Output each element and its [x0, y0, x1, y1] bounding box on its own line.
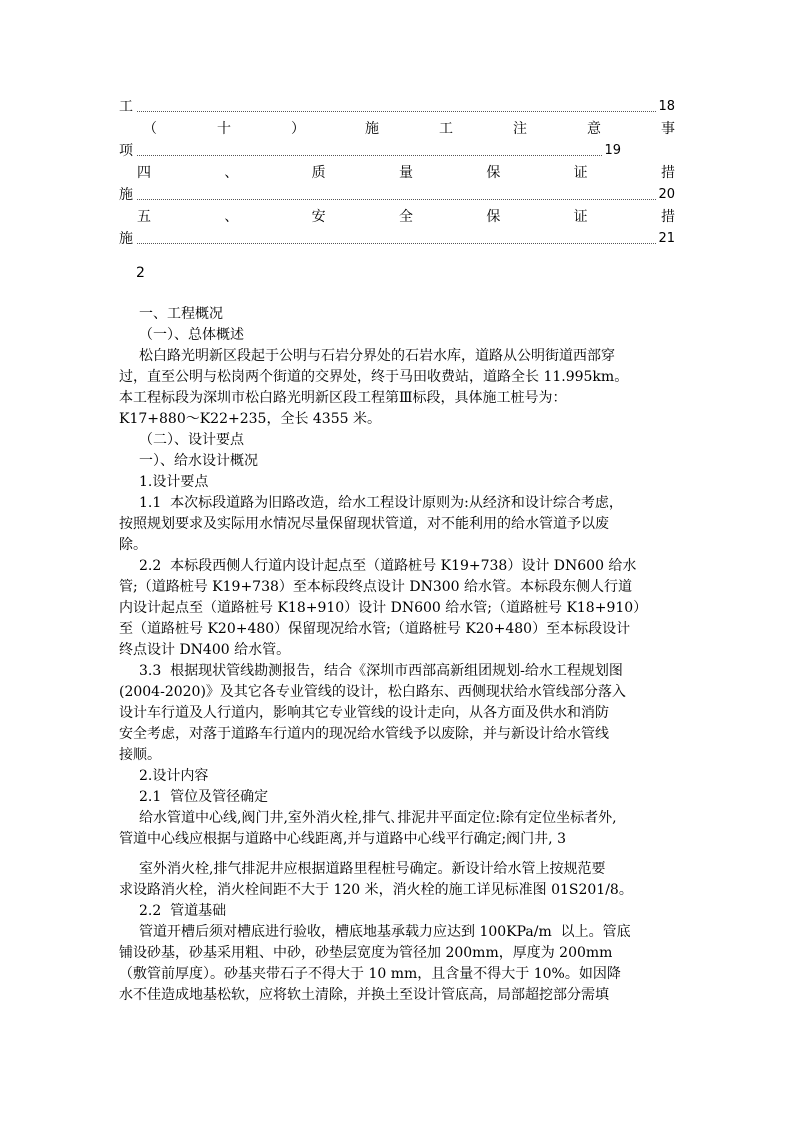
document-body — [119, 304, 679, 850]
toc-entry[interactable] — [119, 184, 675, 206]
toc-char: 措 — [660, 209, 675, 225]
subsection-heading: 2.1 管位及管径确定 — [139, 789, 269, 805]
paragraph-line: 水不佳造成地基松软，应将软土清除，并换土至设计管底高，局部超挖部分需填 — [119, 987, 609, 1003]
toc-page-number: 20 — [658, 187, 675, 202]
toc-char: 工 — [439, 121, 453, 137]
toc-label: 项 — [119, 143, 133, 159]
toc-char: 量 — [398, 165, 413, 181]
toc-char: 事 — [661, 121, 675, 137]
toc-char: 证 — [573, 209, 588, 225]
toc-char: 保 — [486, 165, 501, 181]
toc-char: （ — [143, 121, 157, 137]
paragraph-line: 安全考虑，对落于道路车行道内的现况给水管线予以废除，并与新设计给水管线 — [119, 726, 609, 742]
toc-char: 保 — [486, 209, 501, 225]
toc-leader-dots — [137, 110, 656, 112]
toc-char: 四 — [137, 165, 151, 181]
subsection-heading: （一）、总体概述 — [139, 327, 244, 343]
toc-char: 意 — [587, 121, 601, 137]
paragraph-line: (2004-2020)》及其它各专业管线的设计，松白路东、西侧现状给水管线部分落入 — [119, 684, 626, 700]
toc-label: 施 — [119, 187, 133, 203]
paragraph-line: 管道中心线应根据与道路中心线距离,并与道路中心线平行确定;阀门井, 3 — [119, 831, 566, 847]
toc-page-number: 18 — [658, 99, 675, 114]
toc-label: 工 — [119, 99, 133, 115]
toc-page-number: 19 — [604, 143, 621, 158]
toc-char: 、 — [224, 165, 239, 181]
paragraph-line: 按照规划要求及实际用水情况尽量保留现状管道，对不能利用的给水管道予以废 — [119, 516, 609, 532]
paragraph-line: 3.3 根据现状管线勘测报告，结合《深圳市西部高新组团规划-给水工程规划图 — [139, 663, 623, 679]
paragraph-line: 室外消火栓,排气排泥井应根据道路里程桩号确定。新设计给水管上按规范要 — [139, 861, 606, 877]
toc-char: 施 — [365, 121, 379, 137]
toc-char: 十 — [217, 121, 231, 137]
paragraph-line: 终点设计 DN400 给水管。 — [119, 642, 291, 658]
toc-char: 注 — [513, 121, 527, 137]
paragraph-line: 求设路消火栓，消火栓间距不大于 120 米，消火栓的施工详见标准图 01S201/8。 — [119, 882, 633, 898]
toc-leader-dots — [137, 154, 602, 156]
toc-entry[interactable] — [119, 228, 675, 250]
paragraph-line: 松白路光明新区段起于公明与石岩分界处的石岩水库，道路从公明街道西部穿 — [139, 348, 615, 364]
subsection-heading: 一）、给水设计概况 — [139, 453, 258, 469]
toc-leader-dots — [137, 242, 656, 244]
paragraph-line: 本工程标段为深圳市松白路光明新区段工程第Ⅲ标段，具体施工桩号为： — [119, 390, 567, 406]
subsection-heading: 1.设计要点 — [139, 474, 209, 490]
toc-entry[interactable] — [119, 140, 621, 162]
paragraph-line: 至（道路桩号 K20+480）保留现况给水管;（道路桩号 K20+480）至本标段设计 — [119, 621, 631, 637]
toc-char: 安 — [311, 209, 326, 225]
toc-char: 质 — [311, 165, 326, 181]
paragraph-line: 给水管道中心线,阀门井,室外消火栓,排气､排泥井平面定位:除有定位坐标者外, — [139, 810, 617, 826]
table-of-contents — [119, 96, 675, 250]
paragraph-line: 管道开槽后须对槽底进行验收，槽底地基承载力应达到 100KPa/m 以上。管底 — [139, 924, 631, 940]
subsection-heading: （二）、设计要点 — [139, 432, 244, 448]
toc-char: 证 — [573, 165, 588, 181]
toc-entry-title[interactable] — [119, 118, 675, 140]
paragraph-line: 过，直至公明与松岗两个街道的交界处，终于马田收费站，道路全长 11.995km。 — [119, 369, 629, 385]
toc-page-number: 21 — [658, 231, 675, 246]
toc-label: 施 — [119, 231, 133, 247]
toc-char: 五 — [137, 209, 151, 225]
toc-char: 措 — [660, 165, 675, 181]
subsection-heading: 2.2 管道基础 — [139, 903, 227, 919]
paragraph-line: （敷管前厚度）。砂基夹带石子不得大于 10 mm，且含量不得大于 10%。如因降 — [119, 966, 621, 982]
toc-entry[interactable] — [119, 96, 675, 118]
page-number: 2 — [136, 265, 145, 281]
paragraph-line: 2.2 本标段西侧人行道内设计起点至（道路桩号 K19+738）设计 DN600 给水 — [139, 558, 637, 574]
toc-entry-title[interactable] — [119, 206, 675, 228]
document-body-continued — [119, 859, 679, 1006]
toc-leader-dots — [137, 198, 656, 200]
paragraph-line: 铺设砂基，砂基采用粗、中砂，砂垫层宽度为管径加 200mm，厚度为 200mm — [119, 945, 613, 961]
paragraph-line: 除。 — [119, 537, 147, 553]
paragraph-line: 管;（道路桩号 K19+738）至本标段终点设计 DN300 给水管。本标段东侧人行道 — [119, 579, 632, 595]
paragraph-line: 1.1 本次标段道路为旧路改造，给水工程设计原则为:从经济和设计综合考虑， — [139, 495, 623, 511]
toc-char: ） — [291, 121, 305, 137]
paragraph-line: 设计车行道及人行道内，影响其它专业管线的设计走向，从各方面及供水和消防 — [119, 705, 609, 721]
section-heading: 一、工程概况 — [139, 306, 223, 322]
paragraph-line: 接顺。 — [119, 747, 161, 763]
toc-char: 、 — [224, 209, 239, 225]
toc-char: 全 — [398, 209, 413, 225]
subsection-heading: 2.设计内容 — [139, 768, 209, 784]
paragraph-line: K17+880～K22+235，全长 4355 米。 — [119, 411, 381, 427]
toc-entry-title[interactable] — [119, 162, 675, 184]
paragraph-line: 内设计起点至（道路桩号 K18+910）设计 DN600 给水管;（道路桩号 K18+910） — [119, 600, 648, 616]
